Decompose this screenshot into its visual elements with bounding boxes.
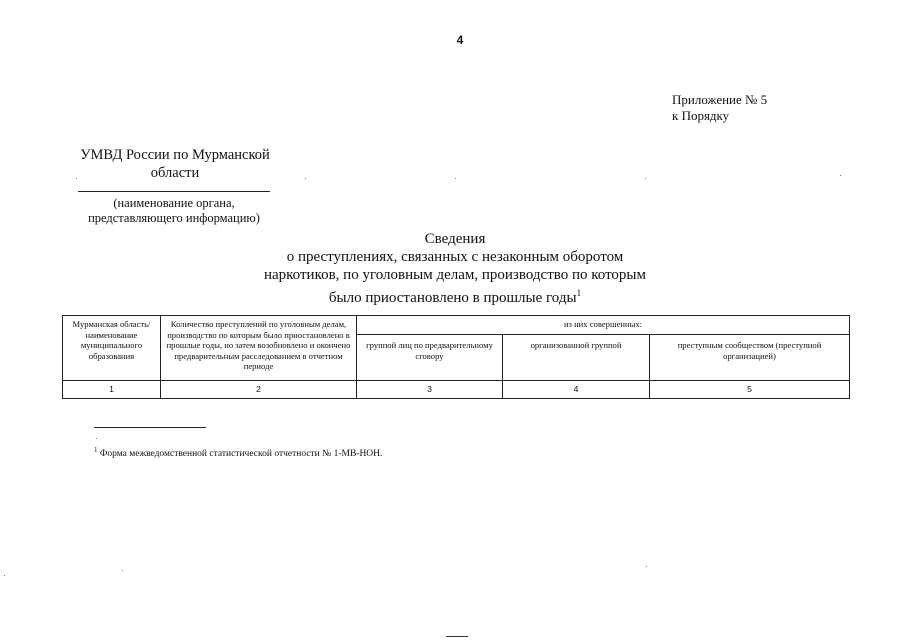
organization-underline: [78, 191, 270, 192]
col1-header: Мурманская область/наименование муниципального образования: [63, 316, 161, 381]
organization-name-line-2: области: [150, 165, 200, 181]
scan-speck: [4, 575, 5, 576]
scan-edge-mark: [446, 636, 468, 637]
column-number-4: 4: [503, 381, 650, 399]
scan-speck: [646, 566, 647, 567]
col2-header: Количество преступлений по уголовным делам, производство по которым было приостановлено в прошлые годы, но затем возобновлено и окончено предварительным расследованием в отчетном периоде: [161, 316, 357, 381]
organization-name: [70, 146, 280, 182]
column-number-1: 1: [63, 381, 161, 399]
scan-speck: [76, 178, 77, 179]
col3-header: группой лиц по предварительному сговору: [357, 335, 503, 381]
col5-header: преступным сообществом (преступной организацией): [650, 335, 850, 381]
scan-speck: [840, 175, 841, 176]
title-line-3: наркотиков, по уголовным делам, производство по которым: [263, 267, 647, 283]
column-number-3: 3: [357, 381, 503, 399]
title-footnote-ref: 1: [576, 288, 582, 298]
scan-speck: [305, 178, 306, 179]
appendix-line-2: к Порядку: [672, 108, 730, 123]
title-line-4: [220, 284, 690, 307]
column-number-2: 2: [161, 381, 357, 399]
scan-speck: [96, 438, 97, 439]
col4-header: организованной группой: [503, 335, 650, 381]
footnote-mark: 1: [94, 446, 98, 454]
title-line-4-text: было приостановлено в прошлые годы: [328, 290, 577, 306]
organization-caption-line-1: (наименование органа,: [113, 196, 235, 210]
organization-caption: [78, 196, 270, 226]
column-number-5: 5: [650, 381, 850, 399]
column-number-row: [63, 381, 850, 399]
scan-speck: [122, 570, 123, 571]
title-line-2: о преступлениях, связанных с незаконным оборотом: [286, 249, 624, 265]
title-line-1: Сведения: [424, 231, 486, 247]
scan-speck: [645, 178, 646, 179]
document-title: [220, 230, 690, 307]
organization-name-line-1: УМВД России по Мурманской: [80, 147, 270, 163]
scan-speck: [455, 178, 456, 179]
table-header-row-1: [63, 316, 850, 335]
footnote-separator: [94, 427, 206, 428]
report-table: [62, 315, 850, 399]
appendix-line-1: Приложение № 5: [672, 92, 768, 107]
group-header: из них совершенных:: [357, 316, 850, 335]
page-number: 4: [456, 33, 464, 47]
footnote: [94, 446, 382, 459]
appendix-reference: [672, 92, 767, 124]
footnote-text: Форма межведомственной статистической отчетности № 1-МВ-НОН.: [99, 449, 383, 460]
organization-caption-line-2: представляющего информацию): [88, 211, 260, 225]
